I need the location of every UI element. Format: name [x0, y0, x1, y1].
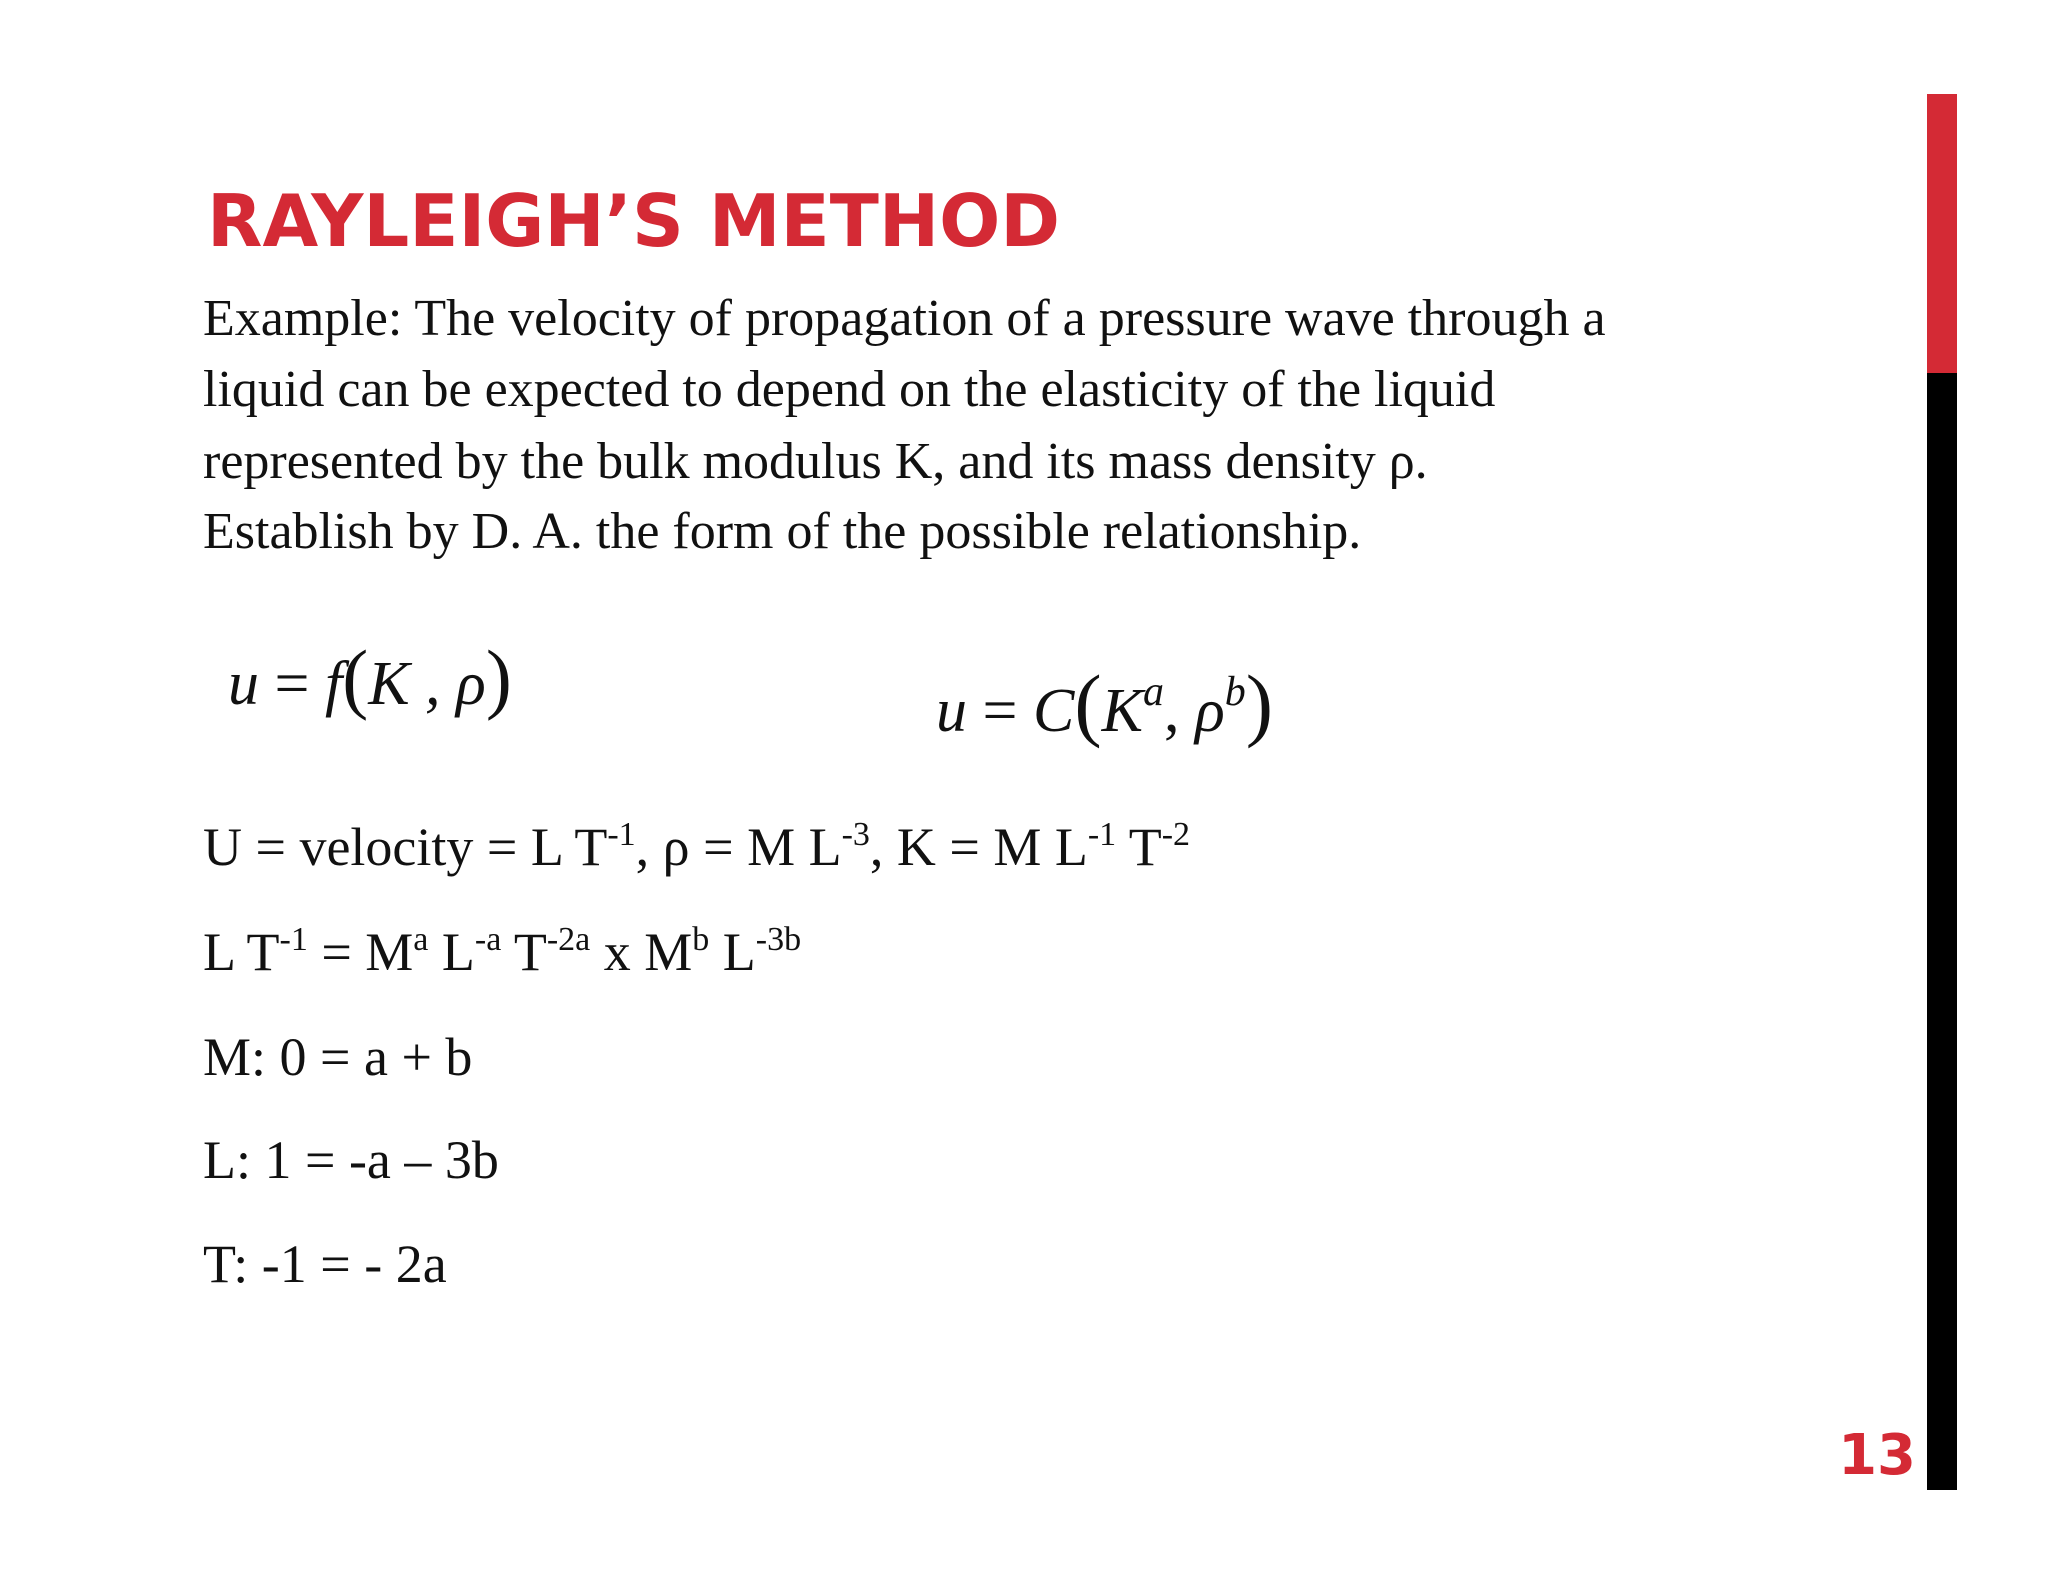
accent-bar-black: [1927, 373, 1957, 1490]
dim-exponent: b: [692, 921, 710, 958]
dim-text: x M: [590, 922, 693, 982]
slide-title: RAYLEIGH’S METHOD: [207, 179, 1061, 263]
eq-symbol: b: [1224, 669, 1246, 715]
eq-symbol: ,: [1164, 677, 1180, 745]
dim-exponent: -2a: [546, 921, 591, 958]
dim-text: U = velocity = L T: [203, 817, 608, 877]
dim-exponent: -3b: [755, 921, 802, 958]
dim-exponent: -1: [1087, 816, 1117, 853]
eq-symbol: (: [342, 634, 369, 721]
dim-exponent: -1: [279, 921, 308, 958]
eq-symbol: K , ρ: [368, 650, 486, 718]
eq-symbol: ): [1245, 658, 1274, 749]
dim-exponent: -2: [1161, 816, 1191, 853]
dim-text: T: [1116, 817, 1162, 877]
eq-symbol: u: [936, 677, 967, 745]
dim-exponent: a: [413, 921, 429, 958]
time-balance: T: -1 = - 2a: [203, 1234, 447, 1294]
dim-exponent: -1: [607, 816, 636, 853]
dim-text: L T: [203, 922, 280, 982]
dim-text: L: [709, 922, 756, 982]
eq-symbol: ρ: [1195, 677, 1225, 745]
eq-symbol: (: [1074, 658, 1102, 749]
problem-line: Establish by D. A. the form of the possible relationship.: [203, 503, 1362, 560]
eq-symbol: K: [1101, 677, 1143, 745]
eq-symbol: C: [1032, 677, 1075, 745]
dimension-definitions: [203, 815, 1190, 879]
eq-symbol: =: [274, 650, 310, 718]
eq-symbol: =: [982, 677, 1018, 745]
dim-text: L: [428, 922, 475, 982]
dim-text: , ρ = M L: [635, 817, 842, 877]
problem-line: liquid can be expected to depend on the elasticity of the liquid: [203, 361, 1496, 418]
eq-symbol: f: [324, 650, 343, 718]
dim-text: , K = M L: [869, 817, 1088, 877]
problem-line: Example: The velocity of propagation of a pressure wave through a: [203, 290, 1606, 347]
page-number: 13: [1838, 1423, 1916, 1488]
equation-power-form: [936, 656, 1273, 747]
dim-text: = M: [307, 922, 414, 982]
dim-exponent: -a: [474, 921, 502, 958]
problem-line: represented by the bulk modulus K, and its mass density ρ.: [203, 433, 1428, 490]
eq-symbol: u: [228, 650, 259, 718]
dim-text: T: [501, 922, 547, 982]
eq-symbol: ): [485, 634, 512, 721]
dim-exponent: -3: [841, 816, 870, 853]
accent-bar-red: [1927, 94, 1957, 373]
mass-balance: M: 0 = a + b: [203, 1027, 473, 1087]
dimension-equation: [203, 920, 801, 984]
length-balance: L: 1 = -a – 3b: [203, 1130, 499, 1190]
equation-functional: [228, 634, 512, 721]
eq-symbol: a: [1143, 669, 1164, 715]
